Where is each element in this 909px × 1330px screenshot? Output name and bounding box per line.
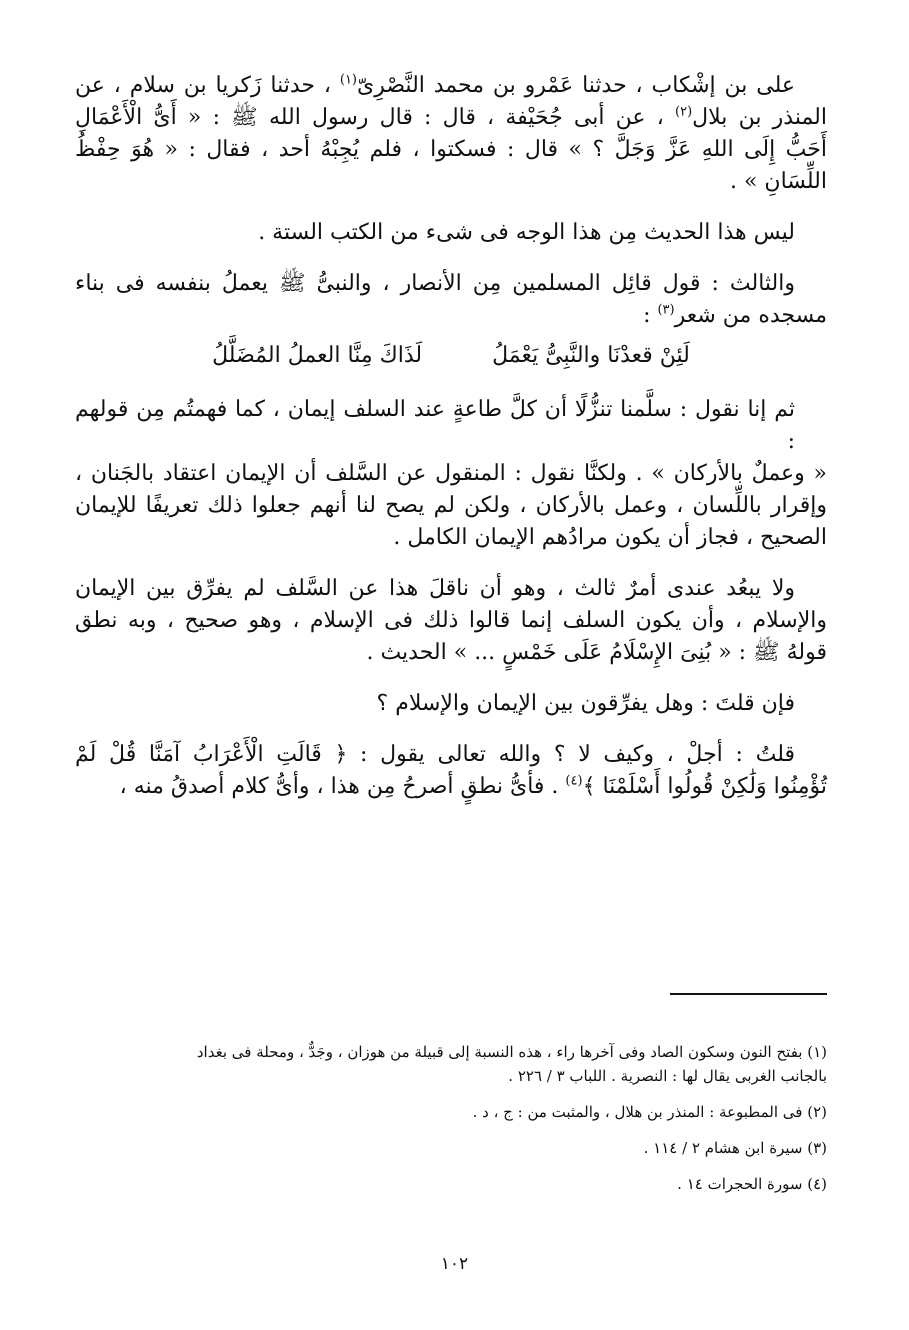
text-line: فإن قلتَ : وهل يفرِّقون بين الإيمان والإسلام ؟	[376, 691, 795, 716]
paragraph-question	[75, 688, 827, 720]
text-line: (٣) سيرة ابن هشام ٢ / ١١٤ .	[643, 1139, 827, 1157]
footnote-ref[interactable]: (١)	[339, 72, 357, 88]
text-segment: المنذر بن بلال	[692, 105, 827, 130]
text-line: قلتُ : أجلْ ، وكيف لا ؟ والله تعالى يقول : ﴿ قَالَتِ الْأَعْرَابُ آمَنَّا قُلْ لَمْ	[75, 742, 795, 767]
text-segment: :	[643, 303, 658, 328]
footnote-3	[82, 1136, 827, 1160]
text-segment: تُؤْمِنُوا وَلَٰكِنْ قُولُوا أَسْلَمْنَا ﴾	[582, 774, 827, 799]
text-line: الصحيح ، فجاز أن يكون مرادُهم الإيمان الكامل .	[393, 525, 827, 550]
footnote-4	[82, 1172, 827, 1196]
text-line: (٢) فى المطبوعة : المنذر بن هلال ، والمثبت من : ج ، د .	[472, 1103, 827, 1121]
text-line: قولهُ ﷺ : « بُنِىَ الإِسْلَامُ عَلَى خَمْسٍ ... » الحديث .	[366, 640, 827, 665]
text-segment: مسجده من شعر	[674, 303, 827, 328]
footnote-separator	[670, 993, 827, 995]
text-line: أَحَبُّ إِلَى اللهِ عَزَّ وَجَلَّ ؟ » قال : فسكتوا ، فلم يُجِبْهُ أحد ، فقال : « هُوَ حِفْظُ	[75, 137, 827, 162]
text-line	[75, 102, 827, 134]
text-line: ولا يبعُد عندى أمرٌ ثالث ، وهو أن ناقلَ هذا عن السَّلف لم يفرِّق بين الإيمان	[75, 576, 795, 601]
paragraph-we-say	[75, 394, 827, 554]
paragraph-hadith-chain	[75, 70, 827, 198]
text-line: (١) بفتح النون وسكون الصاد وفى آخرها راء ، هذه النسبة إلى قبيلة من هوزان ، وجَدٌّ ، ومحلة فى بغداد	[196, 1043, 827, 1061]
text-segment: ، عن أبى جُحَيْفة ، قال : قال رسول الله ﷺ : « أَىُّ الْأَعْمَالِ	[75, 105, 676, 130]
verse-hemistich-first: لَئِنْ قعدْنَا والنَّبِىُّ يَعْمَلُ	[492, 343, 690, 368]
paragraph-third-matter	[75, 573, 827, 669]
text-line: بالجانب الغربى يقال لها : النصرية . اللباب ٣ / ٢٢٦ .	[508, 1067, 827, 1085]
footnote-ref[interactable]: (٢)	[675, 104, 693, 120]
text-line: ليس هذا الحديث مِن هذا الوجه فى شىء من الكتب الستة .	[258, 220, 795, 245]
text-line: وإقرار باللِّسان ، وعمل بالأركان ، ولكن لم يصح لنا أنهم جعلوا ذلك تعريفًا للإيمان	[75, 493, 827, 518]
text-line: والإسلام ، وأن يكون السلف إنما قالوا ذلك فى الإسلام ، وهو صحيح ، وبه نطق	[75, 608, 827, 633]
text-segment: ، حدثنا زَكريا بن سلام ، عن	[75, 73, 340, 98]
footnote-1	[82, 1040, 827, 1088]
text-line: اللِّسَانِ » .	[729, 169, 827, 194]
text-line: (٤) سورة الحجرات ١٤ .	[677, 1175, 827, 1193]
footnote-2	[82, 1100, 827, 1124]
text-segment: . فأىُّ نطقٍ أصرحُ مِن هذا ، وأىُّ كلام أصدقُ منه ،	[119, 774, 566, 799]
paragraph-third	[75, 268, 827, 332]
text-line: ثم إنا نقول : سلَّمنا تنزُّلًا أن كلَّ طاعةٍ عند السلف إيمان ، كما فهمتُم مِن قولهم :	[75, 397, 795, 454]
text-segment: على بن إشْكاب ، حدثنا عَمْرو بن محمد النَّصْرِىّ	[357, 73, 795, 98]
text-line	[75, 300, 827, 332]
text-line: والثالث : قول قائِل المسلمين مِن الأنصار ، والنبىُّ ﷺ يعملُ بنفسه فى بناء	[75, 271, 795, 296]
poetry-verse	[75, 340, 827, 372]
verse-hemistich-second: لَذَاكَ مِنَّا العملُ المُضَلَّلُ	[212, 343, 423, 368]
footnote-ref[interactable]: (٤)	[565, 773, 583, 789]
text-line	[75, 771, 827, 803]
page-body	[75, 70, 827, 822]
paragraph-answer	[75, 739, 827, 803]
text-line	[75, 70, 827, 102]
footnote-ref[interactable]: (٣)	[657, 302, 675, 318]
page-number: ١٠٢	[440, 1254, 469, 1274]
text-line: « وعملٌ بالأركان » . ولكنَّا نقول : المنقول عن السَّلف أن الإيمان اعتقاد بالجَنان ،	[75, 461, 827, 486]
footnotes	[82, 1040, 827, 1208]
paragraph-not-in-six-books	[75, 217, 827, 249]
